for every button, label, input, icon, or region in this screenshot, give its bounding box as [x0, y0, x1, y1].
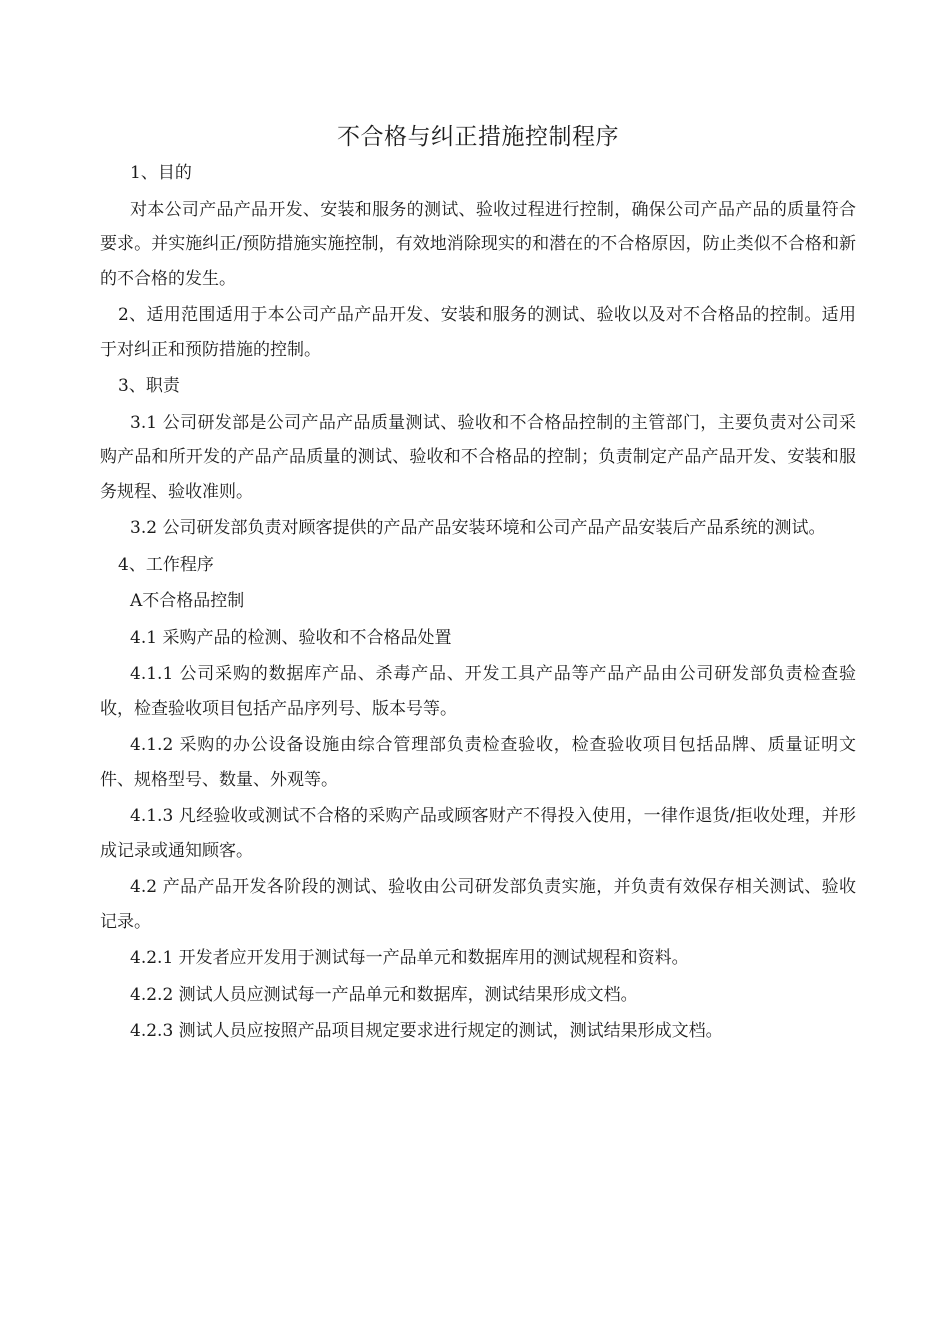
clause-4-1-3: 4.1.3 凡经验收或测试不合格的采购产品或顾客财产不得投入使用，一律作退货/拒收处理，并形成记录或通知顾客。 — [100, 806, 856, 861]
clause-4-1-1: 4.1.1 公司采购的数据库产品、杀毒产品、开发工具产品等产品产品由公司研发部负责检查验收，检查验收项目包括产品序列号、版本号等。 — [100, 664, 856, 719]
clause-4-2-2: 4.2.2 测试人员应测试每一产品单元和数据库，测试结果形成文档。 — [130, 984, 638, 1005]
purpose-paragraph: 对本公司产品产品开发、安装和服务的测试、验收过程进行控制，确保公司产品产品的质量符合要求。并实施纠正/预防措施实施控制，有效地消除现实的和潜在的不合格原因，防止类似不合格和新的不合格的发生。 — [100, 199, 856, 289]
section-procedure-heading: 4、工作程序 — [118, 554, 214, 575]
document-title: 不合格与纠正措施控制程序 — [337, 124, 619, 150]
section-purpose-heading: 1、目的 — [130, 163, 192, 183]
clause-4-1: 4.1 采购产品的检测、验收和不合格品处置 — [130, 627, 452, 648]
scope-paragraph: 2、适用范围适用于本公司产品产品开发、安装和服务的测试、验收以及对不合格品的控制。适用于对纠正和预防措施的控制。 — [100, 305, 856, 360]
clause-4-1-2: 4.1.2 采购的办公设备设施由综合管理部负责检查验收，检查验收项目包括品牌、质量证明文件、规格型号、数量、外观等。 — [100, 735, 856, 790]
document-page — [100, 118, 856, 1051]
responsibility-3-2-paragraph: 3.2 公司研发部负责对顾客提供的产品产品安装环境和公司产品产品安装后产品系统的测试。 — [130, 518, 826, 538]
responsibility-3-1-paragraph: 3.1 公司研发部是公司产品产品质量测试、验收和不合格品控制的主管部门，主要负责对公司采购产品和所开发的产品产品质量的测试、验收和不合格品的控制；负责制定产品产品开发、安装和服务规程、验收准则。 — [100, 412, 856, 502]
clause-4-2: 4.2 产品产品开发各阶段的测试、验收由公司研发部负责实施，并负责有效保存相关测试、验收记录。 — [100, 877, 856, 932]
section-responsibility-heading: 3、职责 — [118, 376, 180, 396]
subsection-a-heading: A不合格品控制 — [130, 591, 245, 611]
clause-4-2-1: 4.2.1 开发者应开发用于测试每一产品单元和数据库用的测试规程和资料。 — [130, 948, 689, 968]
clause-4-2-3: 4.2.3 测试人员应按照产品项目规定要求进行规定的测试，测试结果形成文档。 — [130, 1021, 723, 1041]
